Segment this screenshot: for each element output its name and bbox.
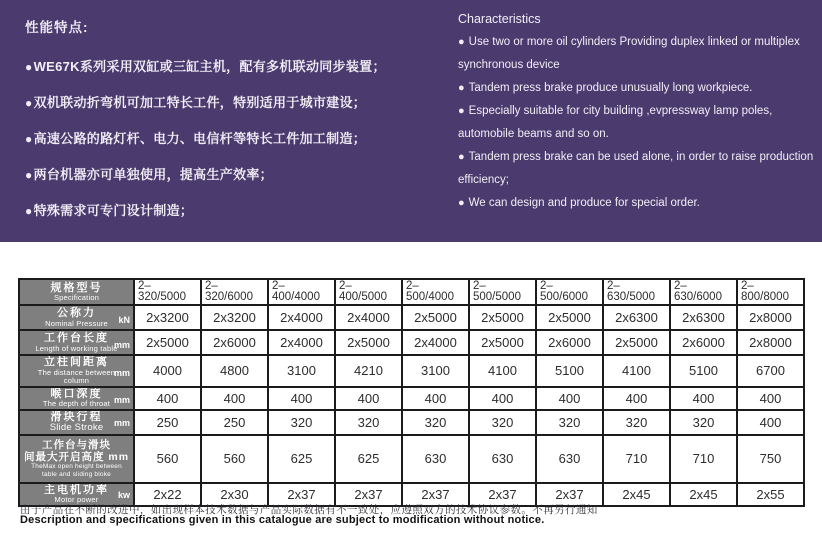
spec-value-cell: 4100 — [469, 355, 536, 387]
feature-item-cn — [25, 164, 450, 183]
spec-value-cell: 400 — [402, 387, 469, 410]
spec-value-cell: 400 — [134, 387, 201, 410]
model-column-header — [335, 279, 402, 305]
spec-value-cell: 710 — [603, 435, 670, 483]
spec-value-cell: 2x5000 — [469, 305, 536, 330]
model-size: 800/8000 — [741, 291, 789, 303]
spec-value-cell: 400 — [268, 387, 335, 410]
spec-value-cell: 320 — [670, 410, 737, 435]
spec-header-zh: 规格型号 — [50, 281, 103, 294]
spec-value-cell: 3100 — [268, 355, 335, 387]
spec-value-cell: 630 — [469, 435, 536, 483]
table-row — [19, 355, 804, 387]
feature-item-en — [458, 146, 816, 192]
row-unit-label: kw — [117, 489, 130, 500]
bullet-icon: ● — [25, 60, 33, 74]
spec-value-cell: 320 — [536, 410, 603, 435]
table-row — [19, 435, 804, 483]
spec-value-cell: 320 — [268, 410, 335, 435]
model-prefix: 2– — [339, 280, 352, 292]
row-label-en: TheMax open height between — [31, 463, 122, 470]
spec-value-cell: 2x6300 — [670, 305, 737, 330]
model-size: 400/5000 — [339, 291, 387, 303]
row-label — [19, 305, 134, 330]
feature-item-cn-text: WE67K系列采用双缸或三缸主机，配有多机联动同步装置； — [33, 59, 386, 74]
row-label-en2: column — [63, 376, 90, 385]
row-label-zh: 工作台与滑块 — [42, 439, 111, 451]
model-column-header — [402, 279, 469, 305]
row-label — [19, 355, 134, 387]
model-column-header — [670, 279, 737, 305]
spec-value-cell: 2x37 — [268, 483, 335, 506]
spec-value-cell: 2x8000 — [737, 305, 804, 330]
spec-value-cell: 400 — [335, 387, 402, 410]
model-column-header — [201, 279, 268, 305]
spec-value-cell: 2x22 — [134, 483, 201, 506]
row-label-zh: 喉口深度 — [50, 387, 103, 400]
spec-value-cell: 400 — [737, 387, 804, 410]
row-label-en: The depth of throat — [42, 399, 111, 408]
spec-value-cell: 2x5000 — [335, 330, 402, 355]
spec-value-cell: 400 — [536, 387, 603, 410]
row-label-zh: 立柱间距离 — [44, 356, 109, 368]
model-prefix: 2– — [741, 280, 754, 292]
row-label-zh: 公称力 — [57, 307, 96, 319]
spec-value-cell: 2x45 — [670, 483, 737, 506]
spec-value-cell: 400 — [737, 410, 804, 435]
feature-item-en — [458, 31, 816, 77]
model-prefix: 2– — [406, 280, 419, 292]
row-label-zh: 主电机功率 — [44, 483, 109, 496]
spec-value-cell: 320 — [469, 410, 536, 435]
feature-item-cn-text: 特殊需求可专门设计制造； — [33, 203, 194, 218]
row-label-zh: 滑块行程 — [50, 410, 103, 423]
spec-value-cell: 2x4000 — [268, 305, 335, 330]
model-prefix: 2– — [473, 280, 486, 292]
model-column-header — [268, 279, 335, 305]
row-label-en: The distance between — [37, 367, 116, 377]
row-label-en: Slide Stroke — [49, 422, 104, 433]
spec-value-cell: 750 — [737, 435, 804, 483]
row-unit-label: mm — [113, 394, 130, 405]
spec-value-cell: 625 — [268, 435, 335, 483]
row-unit-label: kN — [118, 315, 130, 325]
bullet-icon: ● — [458, 82, 465, 94]
features-cn-title: 性能特点: — [25, 20, 89, 35]
spec-value-cell: 400 — [469, 387, 536, 410]
feature-item-en-text: Tandem press brake can be used alone, in order to raise production efficiency; — [458, 151, 814, 186]
spec-value-cell: 2x4000 — [268, 330, 335, 355]
model-column-header — [603, 279, 670, 305]
model-size: 630/6000 — [674, 291, 722, 303]
spec-value-cell: 2x37 — [335, 483, 402, 506]
spec-value-cell: 625 — [335, 435, 402, 483]
features-cn — [25, 16, 450, 236]
spec-value-cell: 630 — [402, 435, 469, 483]
spec-value-cell: 710 — [670, 435, 737, 483]
feature-item-cn — [25, 92, 450, 111]
spec-value-cell: 400 — [670, 387, 737, 410]
spec-header-label — [19, 279, 134, 305]
row-label-zh: 工作台长度 — [44, 332, 109, 344]
spec-value-cell: 5100 — [670, 355, 737, 387]
bullet-icon: ● — [458, 151, 465, 163]
spec-value-cell: 560 — [134, 435, 201, 483]
model-prefix: 2– — [205, 280, 218, 292]
disclaimer-en: Description and specifications given in this catalogue are subject to modification without notice. — [20, 514, 545, 526]
spec-value-cell: 320 — [603, 410, 670, 435]
model-prefix: 2– — [540, 280, 553, 292]
spec-value-cell: 2x5000 — [603, 330, 670, 355]
spec-value-cell: 2x37 — [402, 483, 469, 506]
model-size: 320/6000 — [205, 291, 253, 303]
spec-value-cell: 2x5000 — [402, 305, 469, 330]
model-column-header — [134, 279, 201, 305]
features-en-list — [458, 31, 816, 215]
spec-value-cell: 400 — [201, 387, 268, 410]
spec-value-cell: 2x8000 — [737, 330, 804, 355]
model-size: 320/5000 — [138, 291, 186, 303]
spec-value-cell: 2x30 — [201, 483, 268, 506]
model-size: 630/5000 — [607, 291, 655, 303]
spec-value-cell: 4210 — [335, 355, 402, 387]
features-panel — [0, 0, 822, 242]
model-size: 500/5000 — [473, 291, 521, 303]
spec-value-cell: 2x6000 — [670, 330, 737, 355]
features-en — [458, 8, 816, 215]
row-label-en: Nominal Pressure — [45, 318, 108, 328]
spec-value-cell: 2x5000 — [134, 330, 201, 355]
spec-value-cell: 2x37 — [469, 483, 536, 506]
spec-value-cell: 4800 — [201, 355, 268, 387]
feature-item-en-text: Especially suitable for city building ,evpressway lamp poles, automobile beams and so on. — [458, 105, 773, 140]
spec-value-cell: 2x4000 — [335, 305, 402, 330]
feature-item-cn — [25, 200, 450, 219]
feature-item-en-text: Tandem press brake produce unusually long workpiece. — [468, 82, 753, 94]
spec-value-cell: 2x37 — [536, 483, 603, 506]
spec-value-cell: 3100 — [402, 355, 469, 387]
model-column-header — [536, 279, 603, 305]
spec-value-cell: 630 — [536, 435, 603, 483]
row-label — [19, 330, 134, 355]
spec-value-cell: 5100 — [536, 355, 603, 387]
bullet-icon: ● — [25, 204, 33, 218]
model-prefix: 2– — [138, 280, 151, 292]
feature-item-en-text: Use two or more oil cylinders Providing duplex linked or multiplex synchronous device — [458, 36, 800, 71]
row-label-zh2: 间最大开启高度 mm — [23, 451, 130, 463]
model-prefix: 2– — [272, 280, 285, 292]
spec-value-cell: 2x3200 — [134, 305, 201, 330]
bullet-icon: ● — [25, 96, 33, 110]
disclaimer-zh: 由于产品在不断的改进中，如出现样本技术数据与产品实际数据有不一致处，应遵照双方的技术协议参数。不再另行通知 — [20, 504, 598, 516]
spec-value-cell: 560 — [201, 435, 268, 483]
feature-item-en — [458, 100, 816, 146]
bullet-icon: ● — [458, 36, 465, 48]
spec-value-cell: 2x3200 — [201, 305, 268, 330]
bullet-icon: ● — [25, 132, 33, 146]
spec-value-cell: 2x4000 — [402, 330, 469, 355]
bullet-icon: ● — [25, 168, 33, 182]
bullet-icon: ● — [458, 105, 465, 117]
spec-value-cell: 250 — [201, 410, 268, 435]
feature-item-en — [458, 77, 816, 100]
spec-header-en: Specification — [53, 293, 100, 302]
feature-item-cn — [25, 56, 450, 75]
model-size: 500/6000 — [540, 291, 588, 303]
spec-value-cell: 4100 — [603, 355, 670, 387]
feature-item-cn — [25, 128, 450, 147]
row-unit-label: mm — [113, 340, 130, 350]
model-size: 400/4000 — [272, 291, 320, 303]
row-label — [19, 410, 134, 435]
spec-value-cell: 320 — [335, 410, 402, 435]
model-prefix: 2– — [607, 280, 620, 292]
row-label — [19, 387, 134, 410]
row-label-en: Length of working table — [35, 343, 118, 353]
spec-value-cell: 2x55 — [737, 483, 804, 506]
spec-value-cell: 4000 — [134, 355, 201, 387]
model-header-row — [19, 279, 804, 305]
model-column-header — [469, 279, 536, 305]
feature-item-en-text: We can design and produce for special order. — [468, 197, 700, 209]
table-row — [19, 387, 804, 410]
bullet-icon: ● — [458, 197, 465, 209]
model-column-header — [737, 279, 804, 305]
spec-value-cell: 2x5000 — [536, 305, 603, 330]
spec-value-cell: 2x6300 — [603, 305, 670, 330]
spec-value-cell: 2x45 — [603, 483, 670, 506]
spec-value-cell: 320 — [402, 410, 469, 435]
features-en-title: Characteristics — [458, 12, 541, 26]
features-cn-list — [25, 56, 450, 219]
row-label — [19, 435, 134, 483]
feature-item-en — [458, 192, 816, 215]
feature-item-cn-text: 双机联动折弯机可加工特长工件，特别适用于城市建设； — [33, 95, 367, 110]
row-unit-label: mm — [113, 367, 130, 378]
feature-item-cn-text: 两台机器亦可单独使用，提高生产效率； — [33, 167, 273, 182]
table-row — [19, 410, 804, 435]
table-row — [19, 305, 804, 330]
model-prefix: 2– — [674, 280, 687, 292]
spec-value-cell: 400 — [603, 387, 670, 410]
spec-value-cell: 2x5000 — [469, 330, 536, 355]
row-unit-label: mm — [113, 417, 130, 428]
feature-item-cn-text: 高速公路的路灯杆、电力、电信杆等特长工件加工制造； — [33, 131, 367, 146]
specifications-table — [18, 278, 805, 507]
row-label-en2: table and sliding bloke — [42, 470, 111, 478]
spec-value-cell: 6700 — [737, 355, 804, 387]
row-label-en: Motor power — [54, 495, 99, 504]
model-size: 500/4000 — [406, 291, 454, 303]
spec-value-cell: 2x6000 — [201, 330, 268, 355]
spec-value-cell: 250 — [134, 410, 201, 435]
spec-value-cell: 2x6000 — [536, 330, 603, 355]
table-row — [19, 330, 804, 355]
